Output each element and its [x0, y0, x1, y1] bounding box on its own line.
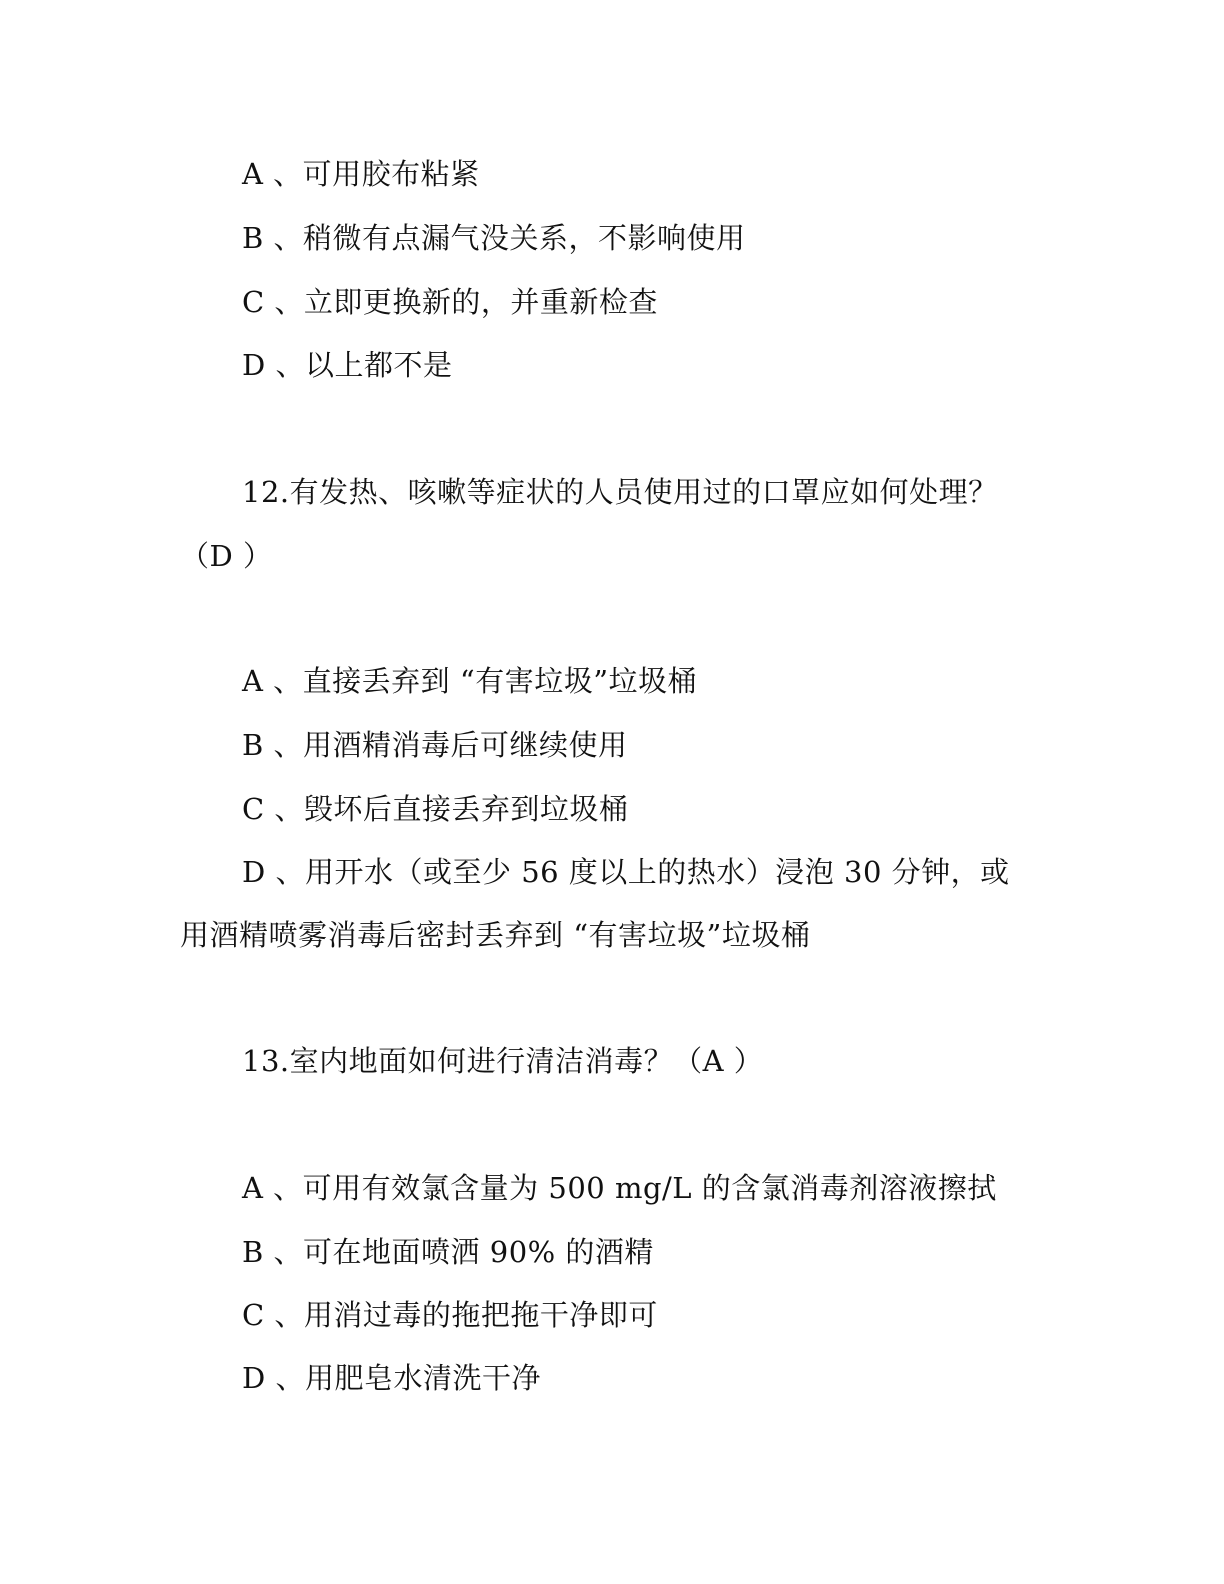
q11-option-c: C 、立即更换新的，并重新检查: [242, 285, 658, 319]
q11-option-d: D 、以上都不是: [242, 348, 453, 382]
q13-option-b: B 、可在地面喷洒 90% 的酒精: [242, 1235, 654, 1269]
q12-option-b: B 、用酒精消毒后可继续使用: [242, 728, 628, 762]
q13-option-a: A 、可用有效氯含量为 500 mg/L 的含氯消毒剂溶液擦拭: [242, 1171, 997, 1205]
q12-option-d: D 、用开水（或至少 56 度以上的热水）浸泡 30 分钟，或: [242, 855, 1010, 889]
q12-question: 12.有发热、咳嗽等症状的人员使用过的口罩应如何处理？: [242, 475, 998, 509]
q13-option-c: C 、用消过毒的拖把拖干净即可: [242, 1298, 658, 1332]
q13-option-d: D 、用肥皂水清洗干净: [242, 1361, 541, 1395]
q11-option-b: B 、稍微有点漏气没关系，不影响使用: [242, 221, 746, 255]
q12-option-d-continued: 用酒精喷雾消毒后密封丢弃到 “有害垃圾”垃圾桶: [180, 918, 811, 952]
q12-option-a: A 、直接丢弃到 “有害垃圾”垃圾桶: [242, 664, 698, 698]
q12-option-c: C 、毁坏后直接丢弃到垃圾桶: [242, 792, 629, 826]
q11-option-a: A 、可用胶布粘紧: [242, 157, 480, 191]
q12-answer: （D ）: [180, 539, 273, 573]
q13-question: 13.室内地面如何进行清洁消毒？（A ）: [242, 1044, 764, 1078]
